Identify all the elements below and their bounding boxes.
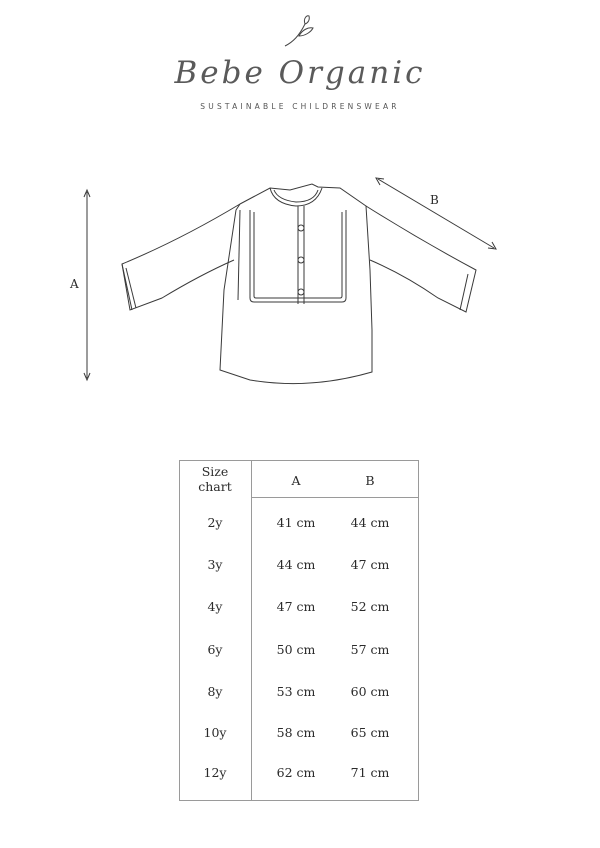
a-cell: 41 cm <box>276 515 316 530</box>
right-sleeve <box>366 206 476 312</box>
table-divider-vertical <box>251 461 252 800</box>
b-cell: 44 cm <box>350 515 390 530</box>
button-3 <box>298 289 304 295</box>
a-cell: 53 cm <box>276 684 316 699</box>
table-row <box>180 557 420 577</box>
table-row <box>180 642 420 662</box>
size-cell: 8y <box>207 684 223 699</box>
left-sleeve <box>122 204 240 310</box>
header-line-1: Size <box>201 464 229 479</box>
table-row <box>180 599 420 619</box>
size-cell: 6y <box>207 642 223 657</box>
size-chart-header <box>180 464 250 494</box>
header-line-2: chart <box>198 479 232 494</box>
label-b: B <box>430 193 439 207</box>
size-cell: 12y <box>203 765 227 780</box>
column-header-b: B <box>365 473 375 488</box>
a-cell: 47 cm <box>276 599 316 614</box>
table-row <box>180 725 420 745</box>
brand-name: Bebe Organic <box>174 55 426 91</box>
button-2 <box>298 257 304 263</box>
button-1 <box>298 225 304 231</box>
table-divider-horizontal <box>251 497 418 498</box>
a-cell: 62 cm <box>276 765 316 780</box>
b-cell: 60 cm <box>350 684 390 699</box>
leaf-sprig-icon <box>281 14 321 50</box>
a-cell: 58 cm <box>276 725 316 740</box>
a-cell: 44 cm <box>276 557 316 572</box>
size-chart-table <box>179 460 419 801</box>
table-row <box>180 515 420 535</box>
size-cell: 2y <box>207 515 223 530</box>
size-cell: 10y <box>203 725 227 740</box>
table-row <box>180 765 420 785</box>
table-row <box>180 684 420 704</box>
size-cell: 4y <box>207 599 223 614</box>
b-cell: 71 cm <box>350 765 390 780</box>
a-cell: 50 cm <box>276 642 316 657</box>
arrow-b-line <box>378 179 494 248</box>
label-a: A <box>70 277 79 291</box>
shirt-body <box>220 184 372 384</box>
b-cell: 47 cm <box>350 557 390 572</box>
collar <box>270 188 322 206</box>
b-cell: 65 cm <box>350 725 390 740</box>
column-header-a: A <box>291 473 301 488</box>
b-cell: 52 cm <box>350 599 390 614</box>
brand-header <box>0 0 600 130</box>
shirt-measurement-diagram <box>60 170 520 400</box>
b-cell: 57 cm <box>350 642 390 657</box>
size-cell: 3y <box>207 557 223 572</box>
brand-tagline: SUSTAINABLE CHILDRENSWEAR <box>200 102 400 111</box>
